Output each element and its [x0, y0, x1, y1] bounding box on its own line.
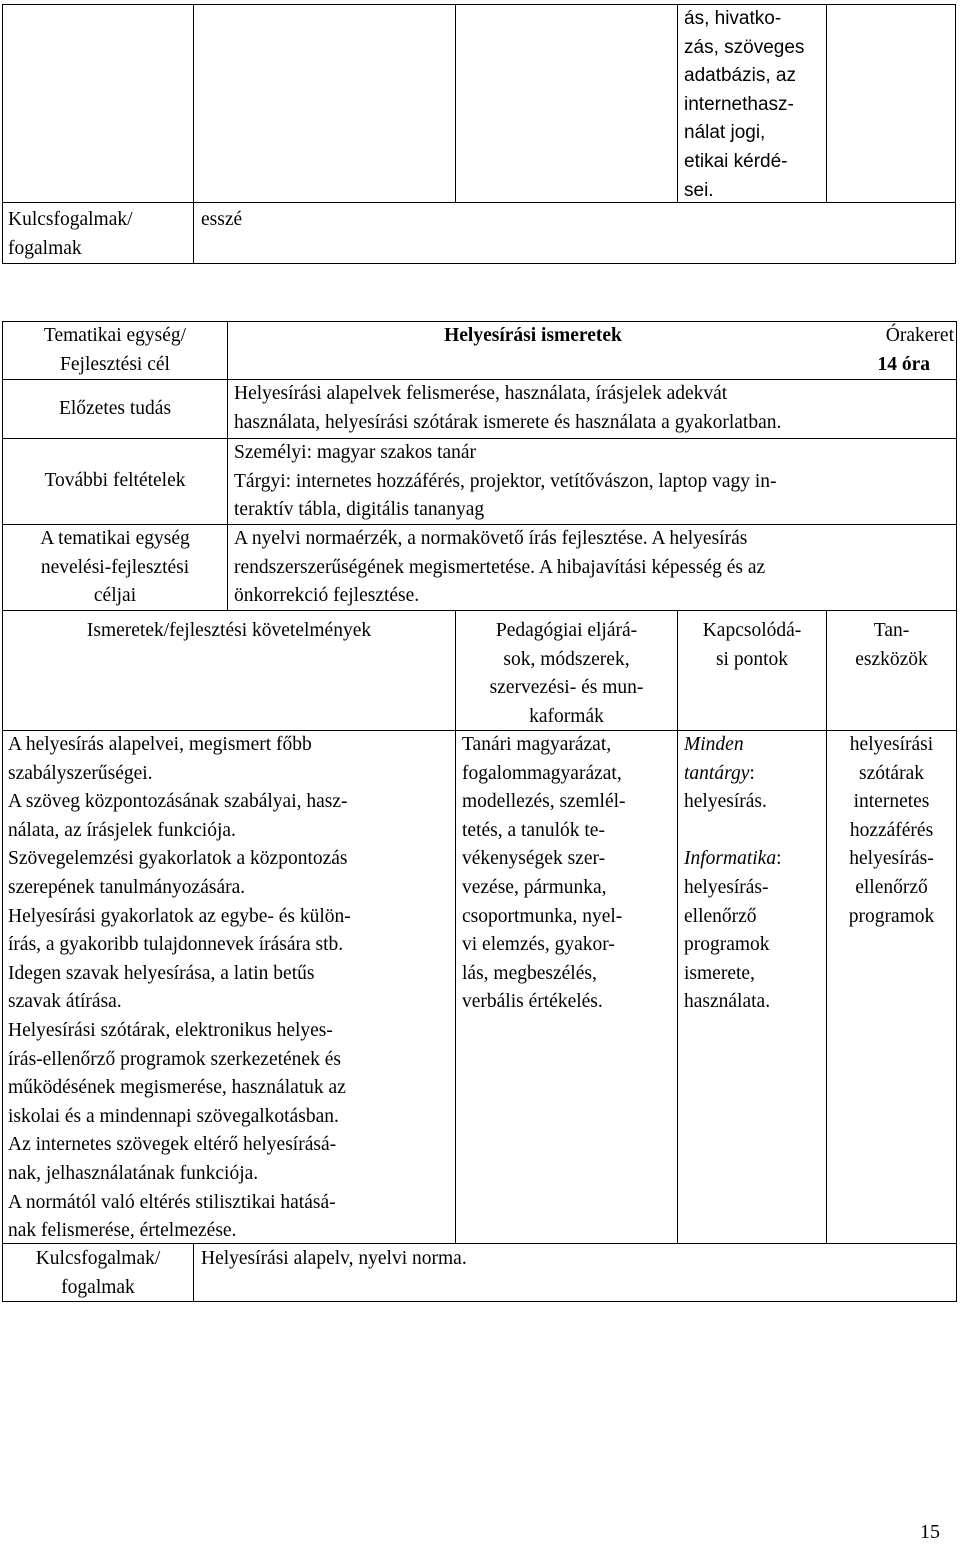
kapcsolodasi-block — [684, 731, 825, 1017]
pedagogiai-text: Tanári magyarázat, fogalommagyarázat, modellezés, szemlél- tetés, a tanulók te- vékenységek szer- vezése, pármunka, csoportmunka, nyel- vi elemzés, gyakor- lás, megbeszélés, verbális értékelés. — [462, 734, 626, 1013]
celjai-text: A nyelvi normaérzék, a normakövető írás fejlesztése. A helyesírás rendszerszerűségének megismertetése. A hibajavítási képesség és az önkorrekció fejlesztése. — [234, 528, 766, 607]
tovabbi-text: Személyi: magyar szakos tanár Tárgyi: internetes hozzáférés, projektor, vetítővászon, laptop vagy in- teraktív tábla, digitális tananyag — [234, 442, 777, 521]
kapcs-2-colon: : — [776, 848, 782, 870]
col-header-pedagogiai: Pedagógiai eljárá- sok, módszerek, szervezési- és mun- kaformák — [489, 620, 644, 727]
kapcs-2-text: helyesírás- ellenőrző programok ismerete, használata. — [684, 876, 771, 1013]
page-number: 15 — [920, 1521, 940, 1543]
ismeretek-text: A helyesírás alapelvei, megismert főbb szabályszerűségei. A szöveg központozásának szabályai, hasz- nálata, az írásjelek funkciója. Szövegelemzési gyakorlatok a központozás szerepének tanulmányozására. Helyesírási gyakorlatok az egybe- és külön- írás, a gyakoribb tulajdonnevek írására stb. Idegen szavak helyesírása, a latin betűs szavak átírása. Helyesírási szótárak, elektronikus helyes- írás-ellenőrző programok szerkezetének és működésének megismerése, használatuk az iskolai és a mindennapi szövegalkotásban. Az internetes szövegek eltérő helyesírásá- nak, jelhasználatának funkciója. A normától való eltérés stilisztikai hatásá- nak felismerése, értelmezése. — [8, 734, 351, 1242]
kapcs-1 — [684, 731, 825, 788]
elozetes-text: Helyesírási alapelvek felismerése, használata, írásjelek adekvát használata, helyesírási szótárak ismerete és használata a gyakorlatban. — [234, 383, 782, 433]
col-header-taneszkozok: Tan- eszközök — [855, 620, 928, 670]
orakeret-value: 14 óra — [877, 354, 930, 375]
orakeret-label: Órakeret — [885, 325, 954, 346]
kapcs-2-label: Informatika — [684, 848, 777, 870]
top-kulcs-label: Kulcsfogalmak/ fogalmak — [8, 209, 133, 259]
kapcs-1-label: Minden tantárgy — [684, 734, 750, 784]
col-header-ismeretek: Ismeretek/fejlesztési követelmények — [86, 620, 372, 641]
kapcs-1-colon: : — [749, 762, 755, 784]
top-kulcs-value: esszé — [201, 209, 243, 230]
col-header-kapcsolodasi: Kapcsolódá- si pontok — [702, 620, 802, 670]
tovabbi-label: További feltételek — [44, 470, 186, 491]
kulcs-value: Helyesírási alapelv, nyelvi norma. — [201, 1248, 467, 1269]
kulcs-label: Kulcsfogalmak/ fogalmak — [35, 1248, 161, 1298]
kapcs-2 — [684, 845, 825, 874]
top-continuation-text: ás, hivatko- zás, szöveges adatbázis, az internethasz- nálat jogi, etikai kérdé- sei. — [684, 8, 805, 201]
section-title: Helyesírási ismeretek — [444, 325, 622, 346]
celjai-label: A tematikai egység nevelési-fejlesztési céljai — [40, 528, 190, 607]
kapcs-1-text: helyesírás. — [684, 791, 767, 813]
elozetes-label: Előzetes tudás — [58, 398, 172, 419]
header-label: Tematikai egység/ Fejlesztési cél — [43, 325, 187, 375]
taneszkozok-text: helyesírási szótárak internetes hozzáférés helyesírás- ellenőrző programok — [848, 734, 935, 927]
